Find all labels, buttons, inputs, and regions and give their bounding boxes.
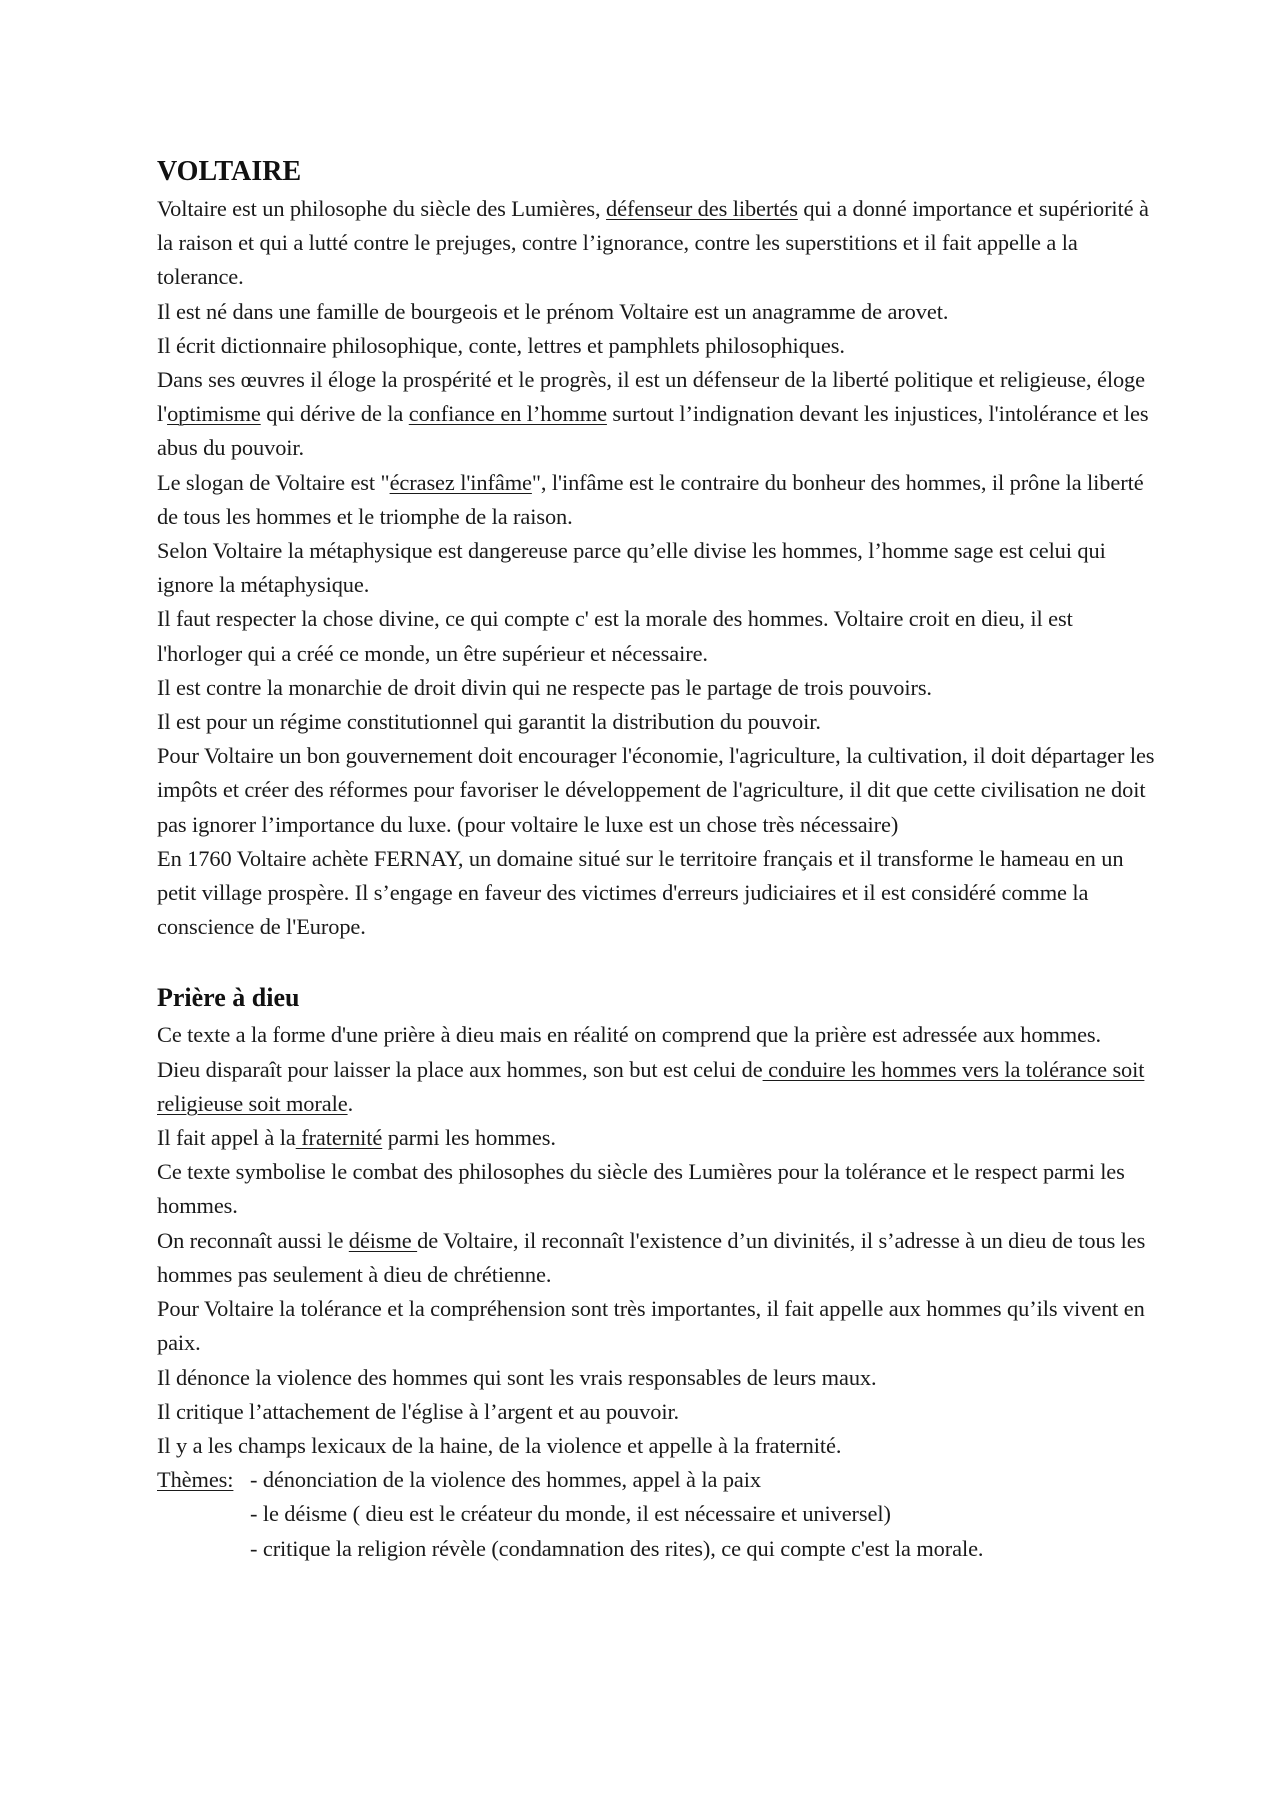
section-title-priere: Prière à dieu <box>157 983 300 1013</box>
paragraph: Il dénonce la violence des hommes qui sont les vrais responsables de leurs maux. <box>157 1364 877 1390</box>
paragraph: On reconnaît aussi le déisme de Voltaire, il reconnaît l'existence d’un divinités, il s’adresse à un dieu de tous les hommes pas seulement à dieu de chrétienne. <box>157 1227 1146 1287</box>
themes-row <box>157 1497 1157 1531</box>
paragraph: Il est contre la monarchie de droit divin qui ne respecte pas le partage de trois pouvoirs. <box>157 674 932 700</box>
themes-label: Thèmes: <box>157 1467 234 1493</box>
paragraph: Voltaire est un philosophe du siècle des Lumières, défenseur des libertés qui a donné importance et supériorité à la raison et qui a lutté contre le prejuges, contre l’ignorance, contre les superstitions et il fait appelle a la tolerance. <box>157 196 1149 290</box>
paragraph: Le slogan de Voltaire est "écrasez l'infâme", l'infâme est le contraire du bonheur des hommes, il prône la liberté de tous les hommes et le triomphe de la raison. <box>157 469 1144 529</box>
paragraph: Il fait appel à la fraternité parmi les hommes. <box>157 1125 556 1151</box>
themes-list <box>157 1463 1157 1566</box>
paragraph: Dans ses œuvres il éloge la prospérité et le progrès, il est un défenseur de la liberté politique et religieuse, éloge l'optimisme qui dérive de la confiance en l’homme surtout l’indignation devant les injustices, l'intolérance et les abus du pouvoir. <box>157 367 1149 461</box>
underlined-phrase: fraternité <box>295 1125 383 1151</box>
theme-item: - dénonciation de la violence des hommes, appel à la paix <box>250 1467 761 1493</box>
themes-row <box>157 1463 1157 1497</box>
section-title-voltaire: VOLTAIRE <box>157 156 302 187</box>
document-page <box>157 152 1157 1566</box>
paragraph: Ce texte symbolise le combat des philosophes du siècle des Lumières pour la tolérance et le respect parmi les hommes. <box>157 1159 1125 1219</box>
underlined-phrase: optimisme <box>167 401 261 427</box>
paragraph: Il est né dans une famille de bourgeois et le prénom Voltaire est un anagramme de arovet. <box>157 298 949 324</box>
paragraph: Dieu disparaît pour laisser la place aux hommes, son but est celui de conduire les hommes vers la tolérance soit religieuse soit morale. <box>157 1056 1145 1116</box>
paragraph: Il y a les champs lexicaux de la haine, de la violence et appelle à la fraternité. <box>157 1432 842 1458</box>
underlined-phrase: déisme <box>348 1227 418 1253</box>
theme-item: - le déisme ( dieu est le créateur du monde, il est nécessaire et universel) <box>250 1501 891 1527</box>
underlined-phrase: écrasez l'infâme <box>389 469 532 495</box>
underlined-phrase: confiance en l’homme <box>408 401 607 427</box>
paragraph: Il écrit dictionnaire philosophique, conte, lettres et pamphlets philosophiques. <box>157 332 845 358</box>
paragraph: Pour Voltaire la tolérance et la compréhension sont très importantes, il fait appelle aux hommes qu’ils vivent en paix. <box>157 1296 1145 1356</box>
paragraph: Pour Voltaire un bon gouvernement doit encourager l'économie, l'agriculture, la cultivation, il doit départager les impôts et créer des réformes pour favoriser le développement de l'agriculture, il dit que cette civilisation ne doit pas ignorer l’importance du luxe. (pour voltaire le luxe est un chose très nécessaire) <box>157 743 1155 837</box>
themes-row <box>157 1532 1157 1566</box>
paragraph: Il faut respecter la chose divine, ce qui compte c' est la morale des hommes. Voltaire croit en dieu, il est l'horloger qui a créé ce monde, un être supérieur et nécessaire. <box>157 606 1073 666</box>
theme-item: - critique la religion révèle (condamnation des rites), ce qui compte c'est la morale. <box>250 1535 984 1561</box>
paragraph: Il critique l’attachement de l'église à l’argent et au pouvoir. <box>157 1398 680 1424</box>
section-priere-a-dieu <box>157 978 1157 1565</box>
paragraph: Il est pour un régime constitutionnel qui garantit la distribution du pouvoir. <box>157 709 821 735</box>
underlined-phrase: conduire les hommes vers la tolérance soit religieuse soit morale <box>157 1056 1145 1116</box>
section-voltaire <box>157 152 1157 944</box>
paragraph: En 1760 Voltaire achète FERNAY, un domaine situé sur le territoire français et il transforme le hameau en un petit village prospère. Il s’engage en faveur des victimes d'erreurs judiciaires et il est considéré comme la conscience de l'Europe. <box>157 845 1124 940</box>
paragraph: Ce texte a la forme d'une prière à dieu mais en réalité on comprend que la prière est adressée aux hommes. <box>157 1022 1102 1048</box>
paragraph: Selon Voltaire la métaphysique est dangereuse parce qu’elle divise les hommes, l’homme sage est celui qui ignore la métaphysique. <box>157 538 1106 598</box>
underlined-phrase: défenseur des libertés <box>606 196 798 221</box>
